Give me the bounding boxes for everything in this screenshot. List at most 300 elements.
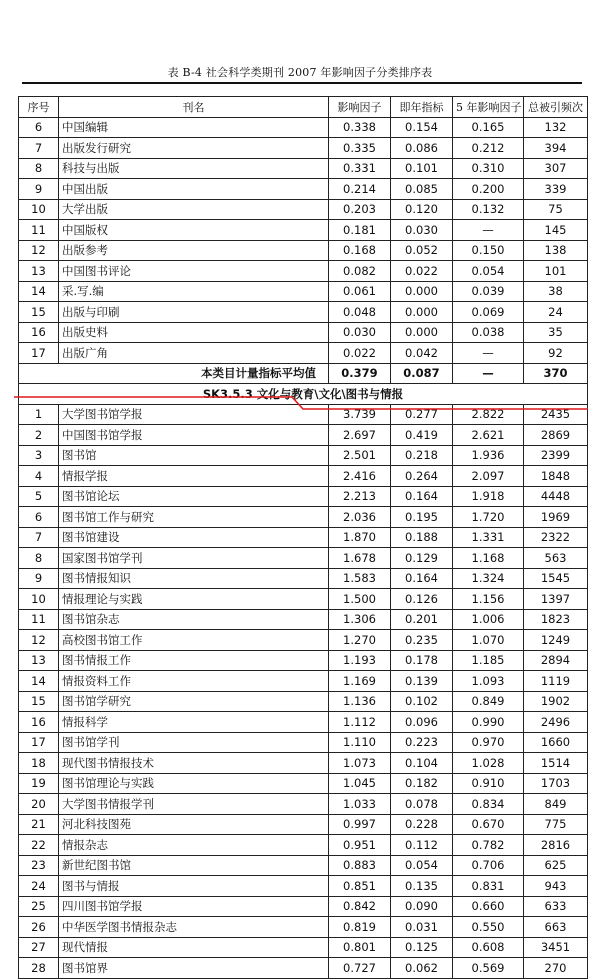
cell-immediacy-index: 0.030 xyxy=(391,220,453,241)
cell-immediacy-index: 0.228 xyxy=(391,814,453,835)
cell-5yr-impact: 1.006 xyxy=(453,609,524,630)
table-row xyxy=(19,650,588,671)
cell-title: 图书馆论坛 xyxy=(59,486,329,507)
cell-no: 18 xyxy=(19,753,59,774)
cell-title: 情报科学 xyxy=(59,712,329,733)
cell-total-cites: 270 xyxy=(524,958,588,979)
table-row xyxy=(19,220,588,241)
cell-total-cites: 339 xyxy=(524,179,588,200)
table-row xyxy=(19,876,588,897)
cell-immediacy-index: 0.000 xyxy=(391,281,453,302)
cell-impact-factor: 0.203 xyxy=(329,199,391,220)
cell-impact-factor: 0.338 xyxy=(329,117,391,138)
cell-total-cites: 75 xyxy=(524,199,588,220)
cell-total-cites: 3451 xyxy=(524,937,588,958)
cell-no: 24 xyxy=(19,876,59,897)
cell-title: 中国编辑 xyxy=(59,117,329,138)
cell-no: 4 xyxy=(19,466,59,487)
cell-title: 图书馆工作与研究 xyxy=(59,507,329,528)
table-row xyxy=(19,302,588,323)
cell-immediacy-index: 0.139 xyxy=(391,671,453,692)
cell-title: 图书馆建设 xyxy=(59,527,329,548)
cell-5yr-impact: 0.670 xyxy=(453,814,524,835)
cell-total-cites: 1545 xyxy=(524,568,588,589)
cell-5yr-impact: 0.039 xyxy=(453,281,524,302)
cell-title: 采.写.编 xyxy=(59,281,329,302)
cell-no: 14 xyxy=(19,671,59,692)
header-row xyxy=(19,97,588,118)
cell-immediacy-index: 0.022 xyxy=(391,261,453,282)
cell-impact-factor: 0.214 xyxy=(329,179,391,200)
cell-impact-factor: 0.883 xyxy=(329,855,391,876)
cell-5yr-impact: 0.910 xyxy=(453,773,524,794)
cell-total-cites: 145 xyxy=(524,220,588,241)
table-row xyxy=(19,712,588,733)
cell-impact-factor: 0.022 xyxy=(329,343,391,364)
table-row xyxy=(19,835,588,856)
cell-title: 新世纪图书馆 xyxy=(59,855,329,876)
cell-title: 河北科技图苑 xyxy=(59,814,329,835)
cell-title: 中国出版 xyxy=(59,179,329,200)
cell-no: 11 xyxy=(19,220,59,241)
cell-immediacy-index: 0.090 xyxy=(391,896,453,917)
cell-title: 现代图书情报技术 xyxy=(59,753,329,774)
table-row xyxy=(19,896,588,917)
cell-impact-factor: 0.335 xyxy=(329,138,391,159)
cell-impact-factor: 0.842 xyxy=(329,896,391,917)
table-row xyxy=(19,548,588,569)
cell-impact-factor: 1.583 xyxy=(329,568,391,589)
cell-title: 高校图书馆工作 xyxy=(59,630,329,651)
cell-immediacy-index: 0.218 xyxy=(391,445,453,466)
cell-no: 5 xyxy=(19,486,59,507)
cell-no: 26 xyxy=(19,917,59,938)
table-row xyxy=(19,568,588,589)
cell-immediacy-index: 0.188 xyxy=(391,527,453,548)
table-row xyxy=(19,609,588,630)
cell-title: 图书馆界 xyxy=(59,958,329,979)
summary-immediacy-index: 0.087 xyxy=(391,363,453,384)
cell-immediacy-index: 0.000 xyxy=(391,322,453,343)
cell-5yr-impact: 0.970 xyxy=(453,732,524,753)
cell-no: 9 xyxy=(19,568,59,589)
cell-total-cites: 625 xyxy=(524,855,588,876)
cell-5yr-impact: 1.070 xyxy=(453,630,524,651)
top-rows xyxy=(19,117,588,363)
cell-title: 情报理论与实践 xyxy=(59,589,329,610)
cell-total-cites: 24 xyxy=(524,302,588,323)
cell-no: 27 xyxy=(19,937,59,958)
table-caption: 表 B-4 社会科学类期刊 2007 年影响因子分类排序表 xyxy=(167,66,433,79)
cell-immediacy-index: 0.419 xyxy=(391,425,453,446)
cell-title: 中国图书馆学报 xyxy=(59,425,329,446)
cell-5yr-impact: 0.569 xyxy=(453,958,524,979)
cell-impact-factor: 1.136 xyxy=(329,691,391,712)
summary-5yr-impact: — xyxy=(453,363,524,384)
cell-immediacy-index: 0.031 xyxy=(391,917,453,938)
cell-total-cites: 775 xyxy=(524,814,588,835)
header-no: 序号 xyxy=(19,97,59,118)
cell-impact-factor: 1.500 xyxy=(329,589,391,610)
cell-title: 情报资料工作 xyxy=(59,671,329,692)
cell-5yr-impact: 2.822 xyxy=(453,404,524,425)
cell-total-cites: 2496 xyxy=(524,712,588,733)
cell-no: 12 xyxy=(19,630,59,651)
cell-immediacy-index: 0.054 xyxy=(391,855,453,876)
table-row xyxy=(19,138,588,159)
cell-title: 大学出版 xyxy=(59,199,329,220)
table-row xyxy=(19,773,588,794)
table-row xyxy=(19,486,588,507)
header-title: 刊名 xyxy=(59,97,329,118)
cell-no: 11 xyxy=(19,609,59,630)
cell-impact-factor: 2.416 xyxy=(329,466,391,487)
cell-total-cites: 38 xyxy=(524,281,588,302)
cell-immediacy-index: 0.135 xyxy=(391,876,453,897)
cell-no: 8 xyxy=(19,158,59,179)
cell-total-cites: 35 xyxy=(524,322,588,343)
cell-total-cites: 2869 xyxy=(524,425,588,446)
cell-5yr-impact: — xyxy=(453,343,524,364)
cell-total-cites: 633 xyxy=(524,896,588,917)
cell-5yr-impact: 0.608 xyxy=(453,937,524,958)
cell-no: 1 xyxy=(19,404,59,425)
summary-impact-factor: 0.379 xyxy=(329,363,391,384)
cell-impact-factor: 1.270 xyxy=(329,630,391,651)
cell-title: 图书情报知识 xyxy=(59,568,329,589)
cell-5yr-impact: 0.200 xyxy=(453,179,524,200)
cell-no: 10 xyxy=(19,199,59,220)
cell-total-cites: 2894 xyxy=(524,650,588,671)
cell-5yr-impact: 2.097 xyxy=(453,466,524,487)
cell-impact-factor: 0.048 xyxy=(329,302,391,323)
table-row xyxy=(19,958,588,979)
table-row xyxy=(19,281,588,302)
cell-5yr-impact: — xyxy=(453,220,524,241)
cell-total-cites: 132 xyxy=(524,117,588,138)
cell-no: 23 xyxy=(19,855,59,876)
cell-impact-factor: 0.168 xyxy=(329,240,391,261)
cell-immediacy-index: 0.195 xyxy=(391,507,453,528)
cell-immediacy-index: 0.126 xyxy=(391,589,453,610)
cell-no: 25 xyxy=(19,896,59,917)
header-immediacy-index: 即年指标 xyxy=(391,97,453,118)
cell-no: 14 xyxy=(19,281,59,302)
cell-5yr-impact: 0.038 xyxy=(453,322,524,343)
cell-no: 7 xyxy=(19,138,59,159)
cell-total-cites: 1397 xyxy=(524,589,588,610)
cell-title: 出版与印刷 xyxy=(59,302,329,323)
cell-5yr-impact: 0.212 xyxy=(453,138,524,159)
cell-no: 17 xyxy=(19,343,59,364)
cell-total-cites: 1969 xyxy=(524,507,588,528)
cell-5yr-impact: 0.550 xyxy=(453,917,524,938)
cell-no: 10 xyxy=(19,589,59,610)
cell-5yr-impact: 0.706 xyxy=(453,855,524,876)
table-row xyxy=(19,855,588,876)
table-row xyxy=(19,343,588,364)
cell-immediacy-index: 0.104 xyxy=(391,753,453,774)
cell-total-cites: 4448 xyxy=(524,486,588,507)
cell-impact-factor: 0.819 xyxy=(329,917,391,938)
cell-5yr-impact: 0.660 xyxy=(453,896,524,917)
cell-immediacy-index: 0.164 xyxy=(391,568,453,589)
cell-impact-factor: 1.870 xyxy=(329,527,391,548)
table-row xyxy=(19,425,588,446)
cell-total-cites: 1660 xyxy=(524,732,588,753)
cell-no: 2 xyxy=(19,425,59,446)
cell-5yr-impact: 1.331 xyxy=(453,527,524,548)
section-row xyxy=(19,384,588,405)
cell-title: 中国图书评论 xyxy=(59,261,329,282)
cell-no: 6 xyxy=(19,117,59,138)
table-row xyxy=(19,507,588,528)
cell-immediacy-index: 0.201 xyxy=(391,609,453,630)
bottom-rows xyxy=(19,404,588,978)
cell-total-cites: 563 xyxy=(524,548,588,569)
cell-5yr-impact: 0.150 xyxy=(453,240,524,261)
table-row xyxy=(19,179,588,200)
cell-impact-factor: 1.110 xyxy=(329,732,391,753)
ranking-table xyxy=(18,96,588,979)
cell-5yr-impact: 0.069 xyxy=(453,302,524,323)
cell-total-cites: 138 xyxy=(524,240,588,261)
cell-immediacy-index: 0.078 xyxy=(391,794,453,815)
cell-impact-factor: 1.112 xyxy=(329,712,391,733)
table-row xyxy=(19,261,588,282)
cell-immediacy-index: 0.062 xyxy=(391,958,453,979)
cell-no: 28 xyxy=(19,958,59,979)
cell-title: 出版参考 xyxy=(59,240,329,261)
cell-title: 情报学报 xyxy=(59,466,329,487)
cell-total-cites: 307 xyxy=(524,158,588,179)
cell-impact-factor: 2.213 xyxy=(329,486,391,507)
cell-immediacy-index: 0.086 xyxy=(391,138,453,159)
table-row xyxy=(19,445,588,466)
cell-impact-factor: 1.678 xyxy=(329,548,391,569)
table-row xyxy=(19,671,588,692)
cell-no: 21 xyxy=(19,814,59,835)
cell-title: 国家图书馆学刊 xyxy=(59,548,329,569)
cell-5yr-impact: 0.834 xyxy=(453,794,524,815)
cell-impact-factor: 0.030 xyxy=(329,322,391,343)
cell-title: 图书与情报 xyxy=(59,876,329,897)
cell-title: 出版史料 xyxy=(59,322,329,343)
cell-impact-factor: 3.739 xyxy=(329,404,391,425)
cell-5yr-impact: 1.168 xyxy=(453,548,524,569)
cell-impact-factor: 0.727 xyxy=(329,958,391,979)
cell-title: 科技与出版 xyxy=(59,158,329,179)
cell-total-cites: 1902 xyxy=(524,691,588,712)
cell-5yr-impact: 1.156 xyxy=(453,589,524,610)
cell-5yr-impact: 0.054 xyxy=(453,261,524,282)
cell-immediacy-index: 0.182 xyxy=(391,773,453,794)
cell-title: 四川图书馆学报 xyxy=(59,896,329,917)
cell-impact-factor: 1.306 xyxy=(329,609,391,630)
cell-immediacy-index: 0.042 xyxy=(391,343,453,364)
cell-no: 15 xyxy=(19,691,59,712)
cell-immediacy-index: 0.120 xyxy=(391,199,453,220)
cell-immediacy-index: 0.223 xyxy=(391,732,453,753)
cell-total-cites: 663 xyxy=(524,917,588,938)
cell-immediacy-index: 0.085 xyxy=(391,179,453,200)
cell-no: 17 xyxy=(19,732,59,753)
cell-impact-factor: 0.331 xyxy=(329,158,391,179)
cell-no: 13 xyxy=(19,650,59,671)
cell-immediacy-index: 0.096 xyxy=(391,712,453,733)
summary-total-cites: 370 xyxy=(524,363,588,384)
cell-total-cites: 2816 xyxy=(524,835,588,856)
cell-total-cites: 92 xyxy=(524,343,588,364)
header-total-cites: 总被引频次 xyxy=(524,97,588,118)
cell-impact-factor: 1.169 xyxy=(329,671,391,692)
cell-5yr-impact: 1.936 xyxy=(453,445,524,466)
cell-5yr-impact: 2.621 xyxy=(453,425,524,446)
cell-no: 7 xyxy=(19,527,59,548)
summary-row xyxy=(19,363,588,384)
table-row xyxy=(19,732,588,753)
cell-total-cites: 943 xyxy=(524,876,588,897)
header-impact-factor: 影响因子 xyxy=(329,97,391,118)
cell-total-cites: 1514 xyxy=(524,753,588,774)
table-row xyxy=(19,322,588,343)
cell-5yr-impact: 0.990 xyxy=(453,712,524,733)
cell-immediacy-index: 0.129 xyxy=(391,548,453,569)
table-row xyxy=(19,527,588,548)
cell-impact-factor: 0.801 xyxy=(329,937,391,958)
cell-5yr-impact: 1.093 xyxy=(453,671,524,692)
cell-impact-factor: 1.045 xyxy=(329,773,391,794)
cell-title: 出版广角 xyxy=(59,343,329,364)
cell-no: 19 xyxy=(19,773,59,794)
cell-title: 图书馆杂志 xyxy=(59,609,329,630)
cell-5yr-impact: 0.849 xyxy=(453,691,524,712)
cell-5yr-impact: 0.310 xyxy=(453,158,524,179)
cell-title: 中国版权 xyxy=(59,220,329,241)
cell-5yr-impact: 1.918 xyxy=(453,486,524,507)
cell-total-cites: 2435 xyxy=(524,404,588,425)
cell-total-cites: 1249 xyxy=(524,630,588,651)
cell-no: 9 xyxy=(19,179,59,200)
caption-rule xyxy=(22,82,582,84)
cell-title: 图书馆学研究 xyxy=(59,691,329,712)
cell-total-cites: 1848 xyxy=(524,466,588,487)
cell-immediacy-index: 0.112 xyxy=(391,835,453,856)
cell-5yr-impact: 1.028 xyxy=(453,753,524,774)
table-row xyxy=(19,117,588,138)
table-row xyxy=(19,240,588,261)
cell-5yr-impact: 0.782 xyxy=(453,835,524,856)
table-row xyxy=(19,794,588,815)
cell-total-cites: 1823 xyxy=(524,609,588,630)
cell-title: 图书馆 xyxy=(59,445,329,466)
cell-impact-factor: 1.193 xyxy=(329,650,391,671)
table-row xyxy=(19,691,588,712)
cell-total-cites: 1703 xyxy=(524,773,588,794)
cell-5yr-impact: 0.165 xyxy=(453,117,524,138)
cell-impact-factor: 0.061 xyxy=(329,281,391,302)
cell-title: 图书情报工作 xyxy=(59,650,329,671)
cell-immediacy-index: 0.235 xyxy=(391,630,453,651)
cell-title: 情报杂志 xyxy=(59,835,329,856)
cell-immediacy-index: 0.101 xyxy=(391,158,453,179)
table-row xyxy=(19,917,588,938)
cell-no: 6 xyxy=(19,507,59,528)
cell-impact-factor: 0.181 xyxy=(329,220,391,241)
cell-immediacy-index: 0.178 xyxy=(391,650,453,671)
cell-impact-factor: 2.036 xyxy=(329,507,391,528)
cell-total-cites: 2399 xyxy=(524,445,588,466)
cell-impact-factor: 1.033 xyxy=(329,794,391,815)
cell-impact-factor: 0.951 xyxy=(329,835,391,856)
section-title: SK3.5.3 文化与教育\文化\图书与情报 xyxy=(19,384,588,405)
cell-5yr-impact: 1.324 xyxy=(453,568,524,589)
cell-no: 16 xyxy=(19,712,59,733)
cell-title: 中华医学图书情报杂志 xyxy=(59,917,329,938)
cell-total-cites: 1119 xyxy=(524,671,588,692)
cell-immediacy-index: 0.125 xyxy=(391,937,453,958)
cell-immediacy-index: 0.000 xyxy=(391,302,453,323)
table-row xyxy=(19,404,588,425)
cell-title: 大学图书馆学报 xyxy=(59,404,329,425)
cell-5yr-impact: 1.185 xyxy=(453,650,524,671)
cell-5yr-impact: 1.720 xyxy=(453,507,524,528)
cell-5yr-impact: 0.831 xyxy=(453,876,524,897)
cell-impact-factor: 2.501 xyxy=(329,445,391,466)
cell-no: 16 xyxy=(19,322,59,343)
cell-title: 现代情报 xyxy=(59,937,329,958)
table-row xyxy=(19,753,588,774)
cell-no: 15 xyxy=(19,302,59,323)
cell-title: 图书馆理论与实践 xyxy=(59,773,329,794)
cell-total-cites: 394 xyxy=(524,138,588,159)
cell-impact-factor: 0.997 xyxy=(329,814,391,835)
table-row xyxy=(19,589,588,610)
cell-impact-factor: 0.851 xyxy=(329,876,391,897)
cell-impact-factor: 1.073 xyxy=(329,753,391,774)
cell-immediacy-index: 0.154 xyxy=(391,117,453,138)
cell-immediacy-index: 0.102 xyxy=(391,691,453,712)
table-row xyxy=(19,814,588,835)
cell-impact-factor: 0.082 xyxy=(329,261,391,282)
cell-no: 3 xyxy=(19,445,59,466)
table-row xyxy=(19,466,588,487)
cell-no: 12 xyxy=(19,240,59,261)
cell-title: 图书馆学刊 xyxy=(59,732,329,753)
cell-immediacy-index: 0.264 xyxy=(391,466,453,487)
cell-immediacy-index: 0.052 xyxy=(391,240,453,261)
summary-label: 本类目计量指标平均值 xyxy=(19,363,329,384)
cell-5yr-impact: 0.132 xyxy=(453,199,524,220)
cell-immediacy-index: 0.277 xyxy=(391,404,453,425)
cell-impact-factor: 2.697 xyxy=(329,425,391,446)
cell-no: 22 xyxy=(19,835,59,856)
table-row xyxy=(19,158,588,179)
cell-title: 出版发行研究 xyxy=(59,138,329,159)
cell-no: 13 xyxy=(19,261,59,282)
cell-no: 20 xyxy=(19,794,59,815)
table-row xyxy=(19,630,588,651)
cell-no: 8 xyxy=(19,548,59,569)
cell-total-cites: 101 xyxy=(524,261,588,282)
cell-title: 大学图书情报学刊 xyxy=(59,794,329,815)
cell-total-cites: 2322 xyxy=(524,527,588,548)
header-5yr-impact: 5 年影响因子 xyxy=(453,97,524,118)
table-row xyxy=(19,937,588,958)
cell-immediacy-index: 0.164 xyxy=(391,486,453,507)
table-row xyxy=(19,199,588,220)
cell-total-cites: 849 xyxy=(524,794,588,815)
